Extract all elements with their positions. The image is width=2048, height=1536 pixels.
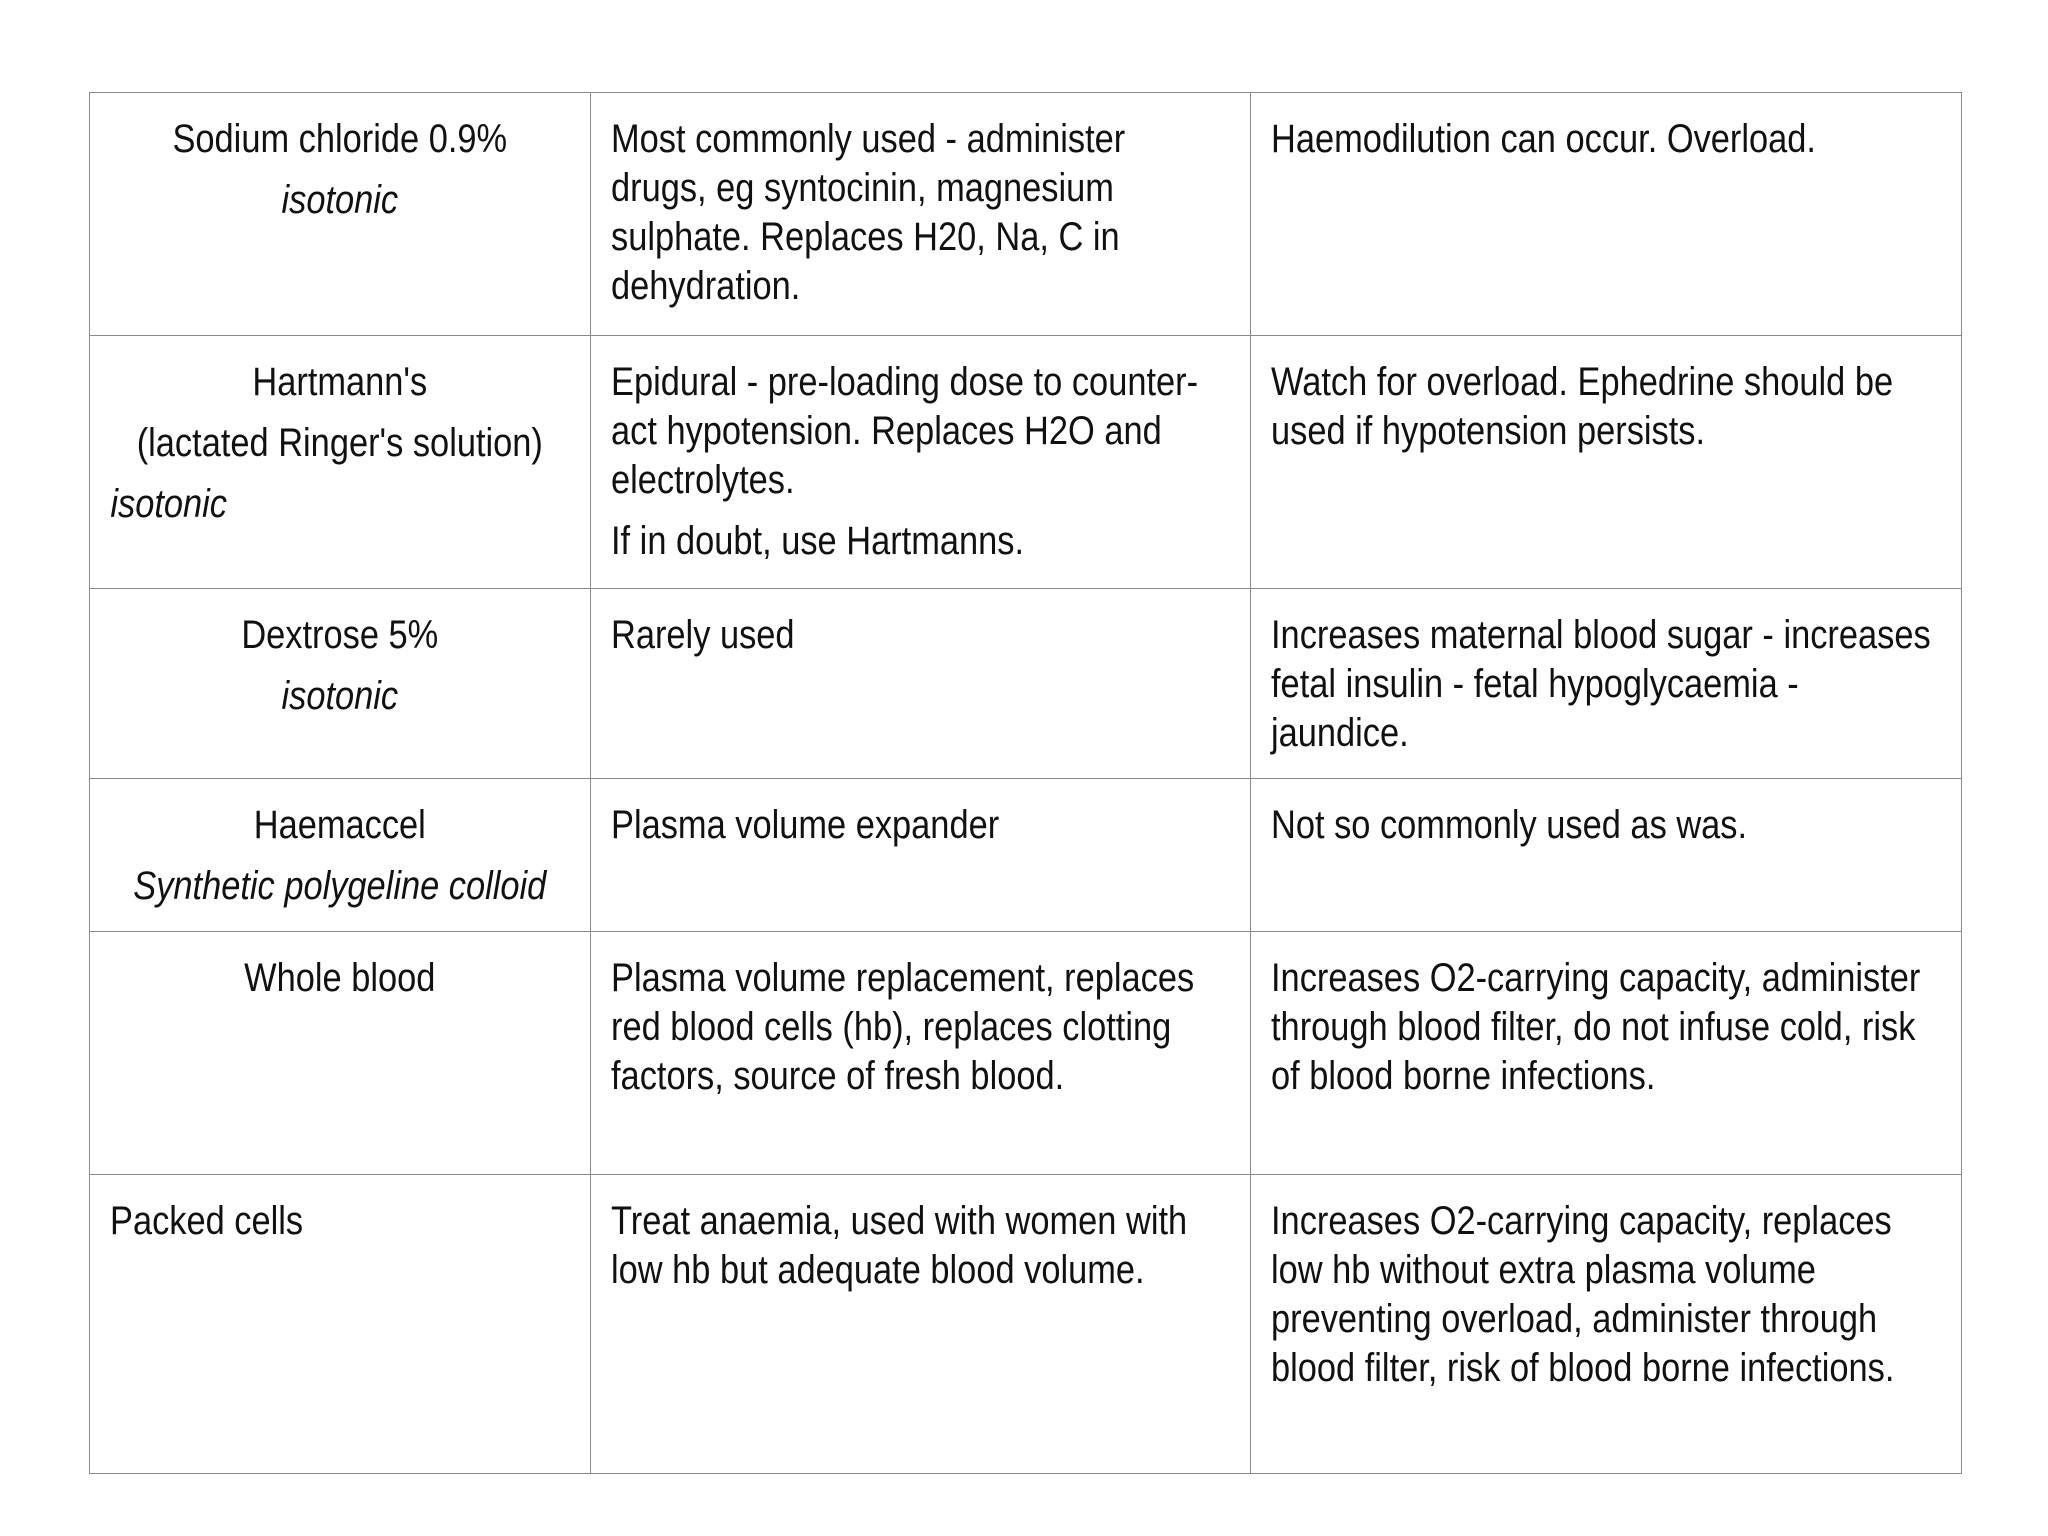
fluid-name-cell	[90, 1175, 591, 1474]
table-row	[90, 589, 1962, 779]
fluid-use-note: If in doubt, use Hartmanns.	[611, 519, 1025, 563]
fluid-notes-cell	[1251, 779, 1962, 932]
table-row	[90, 932, 1962, 1175]
fluid-notes: Watch for overload. Ephedrine should be used if hypotension persists.	[1271, 360, 1894, 453]
fluid-name: Haemaccel	[253, 803, 427, 847]
fluid-notes-cell	[1251, 589, 1962, 779]
fluid-use: Most commonly used - administer drugs, eg syntocinin, magnesium sulphate. Replaces H20, Na, C in dehydration.	[611, 117, 1126, 308]
fluid-use: Epidural - pre-loading dose to counter-act hypotension. Replaces H2O and electrolytes.	[611, 360, 1199, 502]
fluid-type: isotonic	[281, 178, 399, 222]
fluid-use: Plasma volume replacement, replaces red blood cells (hb), replaces clotting factors, source of fresh blood.	[611, 956, 1195, 1098]
fluid-name: Packed cells	[110, 1199, 304, 1243]
fluid-use-cell	[591, 336, 1251, 589]
fluid-use-cell	[591, 779, 1251, 932]
table-row	[90, 93, 1962, 336]
fluid-use-cell	[591, 932, 1251, 1175]
fluid-notes-cell	[1251, 336, 1962, 589]
fluid-name: Hartmann's	[252, 360, 428, 404]
fluid-use: Treat anaemia, used with women with low hb but adequate blood volume.	[611, 1199, 1188, 1292]
fluid-notes-cell	[1251, 1175, 1962, 1474]
fluid-notes-cell	[1251, 932, 1962, 1175]
fluid-type: isotonic	[110, 482, 228, 526]
fluid-notes: Haemodilution can occur. Overload.	[1271, 117, 1816, 161]
fluid-use-cell	[591, 589, 1251, 779]
table-row	[90, 336, 1962, 589]
table-row	[90, 779, 1962, 932]
fluid-type: isotonic	[281, 674, 399, 718]
fluid-name-cell	[90, 779, 591, 932]
fluid-notes: Not so commonly used as was.	[1271, 803, 1748, 847]
fluid-name: Dextrose 5%	[241, 613, 439, 657]
fluid-notes: Increases O2-carrying capacity, administer through blood filter, do not infuse cold, risk of blood borne infections.	[1271, 956, 1921, 1098]
fluid-type: Synthetic polygeline colloid	[133, 864, 547, 908]
fluid-name-alt: (lactated Ringer's solution)	[136, 421, 544, 465]
fluids-table-page	[89, 92, 1961, 1474]
fluid-use-cell	[591, 1175, 1251, 1474]
fluid-name-cell	[90, 93, 591, 336]
fluid-name-cell	[90, 932, 591, 1175]
fluid-notes: Increases O2-carrying capacity, replaces low hb without extra plasma volume preventing overload, administer through blood filter, risk of blood borne infections.	[1271, 1199, 1895, 1390]
fluid-name: Whole blood	[244, 956, 436, 1000]
fluid-notes-cell	[1251, 93, 1962, 336]
fluid-use-cell	[591, 93, 1251, 336]
fluid-name: Sodium chloride 0.9%	[172, 117, 508, 161]
fluid-name-cell	[90, 336, 591, 589]
fluid-name-cell	[90, 589, 591, 779]
fluids-table	[89, 92, 1962, 1474]
fluid-notes: Increases maternal blood sugar - increases fetal insulin - fetal hypoglycaemia - jaundice.	[1271, 613, 1931, 755]
fluid-use: Rarely used	[611, 613, 795, 657]
table-row	[90, 1175, 1962, 1474]
fluid-use: Plasma volume expander	[611, 803, 1000, 847]
